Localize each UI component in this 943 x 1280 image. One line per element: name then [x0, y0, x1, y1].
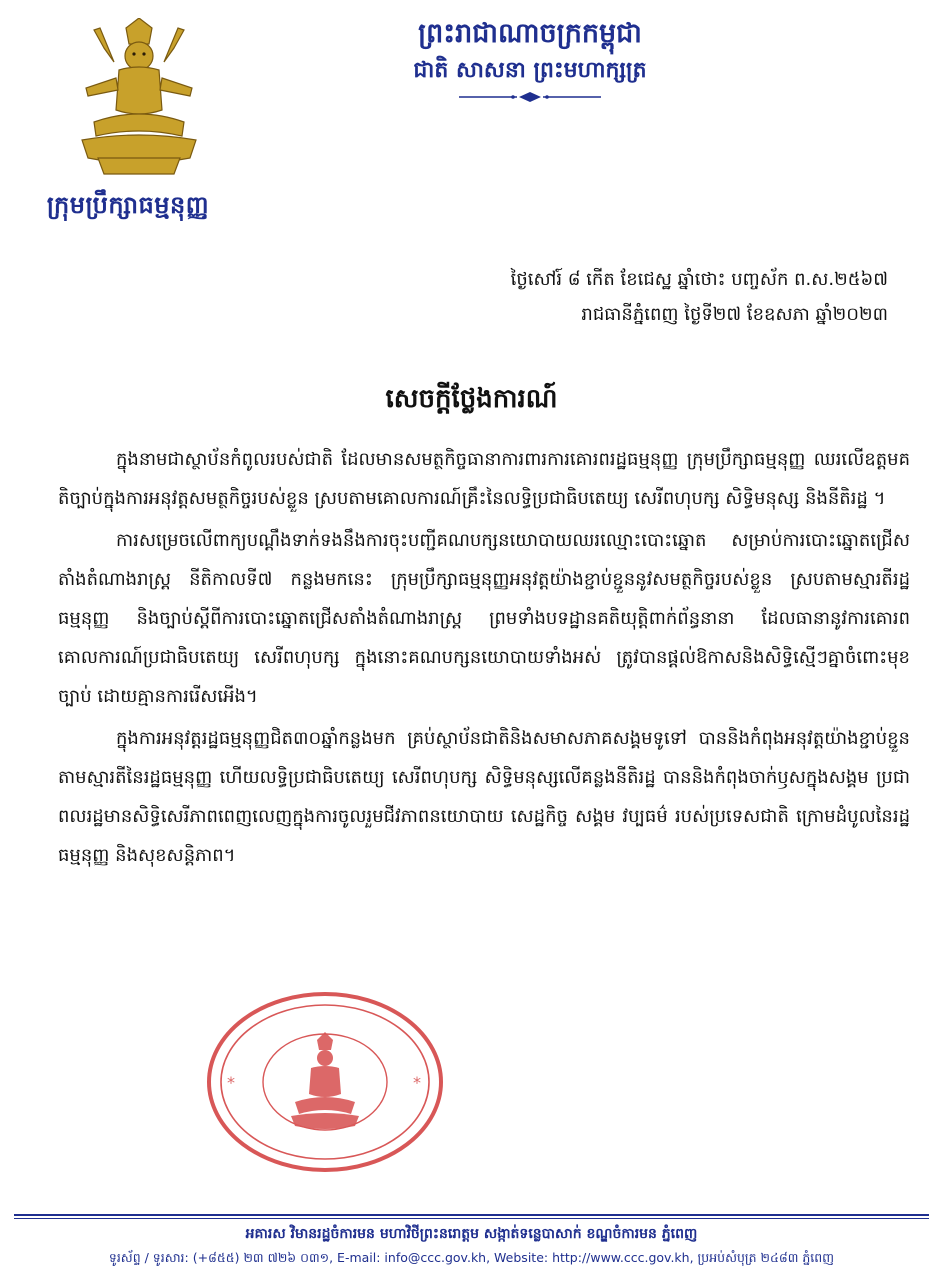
solar-date: រាជធានីភ្នំពេញ ថ្ងៃទី២៧ ខែឧសភា ឆ្នាំ២០២៣ — [581, 304, 888, 325]
footer-contact: ទូរស័ព្ទ / ទូរសារ: (+៨៥៥) ២៣ ៧២៦ ០៣១, E-mail: info@ccc.gov.kh, Website: http://www.ccc.gov.kh, ប្រអប់សំបុត្រ ២៤៨៣ ភ្នំពេញ — [108, 1250, 835, 1265]
ornament-divider-icon — [455, 91, 605, 103]
organization-name: ក្រុមប្រឹក្សាធម្មនុញ្ញ — [46, 191, 210, 219]
date-block — [511, 262, 888, 332]
paragraph: ក្នុងការអនុវត្តរដ្ឋធម្មនុញ្ញជិត៣០ឆ្នាំកន្លងមក គ្រប់ស្ថាប័នជាតិនិងសមាសភាគសង្គមទូទៅ បាននិងកំពុងអនុវត្តយ៉ាងខ្ជាប់ខ្ជួនតាមស្មារតីនៃរដ្ឋធម្មនុញ្ញ ហើយលទ្ធិប្រជាធិបតេយ្យ សេរីពហុបក្ស សិទ្ធិមនុស្សលើគន្លងនីតិរដ្ឋ បាននិងកំពុងចាក់ឫសក្នុងសង្គម ប្រជាពលរដ្ឋមានសិទ្ធិសេរីភាពពេញលេញក្នុងការចូលរួមជីវភាពនយោបាយ សេដ្ឋកិច្ច សង្គម វប្បធម៌ របស់ប្រទេសជាតិ ក្រោមដំបូលនៃរដ្ឋធម្មនុញ្ញ និងសុខសន្តិភាព។ — [58, 728, 910, 866]
svg-text:*: * — [227, 1073, 235, 1092]
kingdom-title: ព្រះរាជាណាចក្រកម្ពុជា — [418, 18, 642, 49]
statement-body — [58, 440, 910, 878]
kingdom-heading — [360, 14, 700, 107]
lunar-date: ថ្ងៃសៅរ៍ ៨ កើត ខែជេស្ឋ ឆ្នាំថោះ បញ្ចស័ក ព.ស.២៥៦៧ — [510, 269, 888, 290]
kingdom-motto: ជាតិ សាសនា ព្រះមហាក្សត្រ — [413, 58, 647, 83]
paragraph: ការសម្រេចលើពាក្យបណ្តឹងទាក់ទងនឹងការចុះបញ្ជីគណបក្សនយោបាយឈរឈ្មោះបោះឆ្នោត សម្រាប់ការបោះឆ្នោតជ្រើសតាំងតំណាងរាស្ត្រ នីតិកាលទី៧ កន្លងមកនេះ ក្រុមប្រឹក្សាធម្មនុញ្ញអនុវត្តយ៉ាងខ្ជាប់ខ្ជួននូវសមត្ថកិច្ចរបស់ខ្លួន ស្របតាមស្មារតីរដ្ឋធម្មនុញ្ញ និងច្បាប់ស្តីពីការបោះឆ្នោតជ្រើសតាំងតំណាងរាស្ត្រ ព្រមទាំងបទដ្ឋានគតិយុត្តិពាក់ព័ន្ធនានា ដែលធានានូវការគោរពគោលការណ៍ប្រជាធិបតេយ្យ សេរីពហុបក្ស ក្នុងនោះគណបក្សនយោបាយទាំងអស់ ត្រូវបានផ្តល់ឱកាសនិងសិទ្ធិស្មើៗគ្នាចំពោះមុខច្បាប់ ដោយគ្មានការរើសអើង។ — [58, 530, 910, 707]
deity-emblem-icon — [64, 18, 214, 188]
document-title: សេចក្តីថ្លែងការណ៍ — [385, 384, 558, 414]
svg-text:*: * — [413, 1073, 421, 1092]
paragraph: ក្នុងនាមជាស្ថាប័នកំពូលរបស់ជាតិ ដែលមានសមត្ថកិច្ចធានាការពារការគោរពរដ្ឋធម្មនុញ្ញ ក្រុមប្រឹក្សាធម្មនុញ្ញ ឈរលើឧត្តមគតិច្បាប់ក្នុងការអនុវត្តសមត្ថកិច្ចរបស់ខ្លួន ស្របតាមគោលការណ៍គ្រឹះនៃលទ្ធិប្រជាធិបតេយ្យ សេរីពហុបក្ស សិទ្ធិមនុស្ស និងនីតិរដ្ឋ ។ — [58, 449, 910, 509]
footer-address: អគារស វិមានរដ្ឋចំការមន មហាវិថីព្រះនរោត្តម សង្កាត់ទន្លេបាសាក់ ខណ្ឌចំការមន ភ្នំពេញ — [245, 1226, 698, 1242]
official-seal-icon — [205, 990, 445, 1175]
footer-divider — [14, 1214, 929, 1220]
